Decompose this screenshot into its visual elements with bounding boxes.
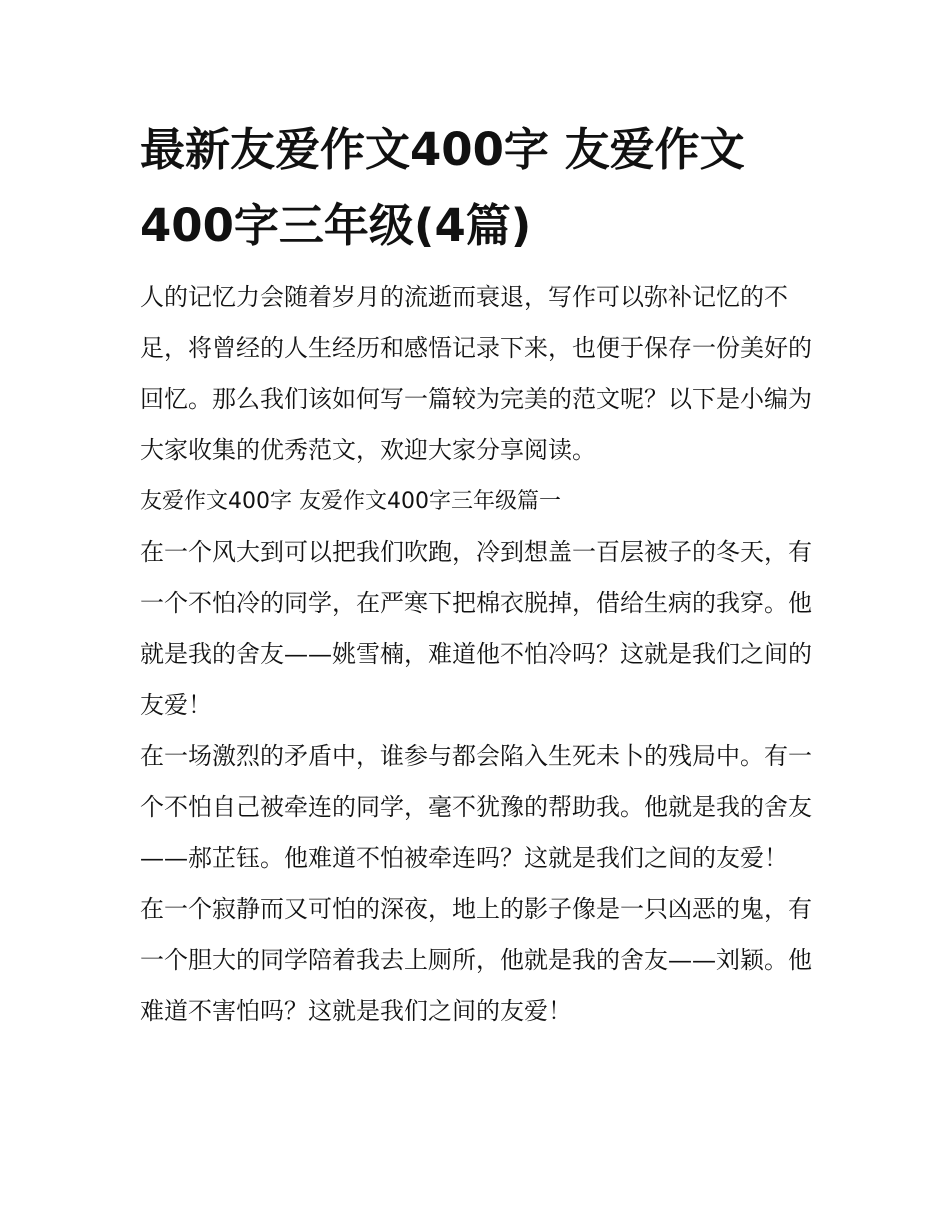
- document-content: [140, 112, 815, 1037]
- document-title: 最新友爱作文400字 友爱作文400字三年级(4篇): [140, 123, 745, 252]
- body-paragraph-2: 在一场激烈的矛盾中，谁参与都会陷入生死未卜的残局中。有一个不怕自己被牵连的同学，毫不犹豫的帮助我。他就是我的舍友——郝芷钰。他难道不怕被牵连吗？这就是我们之间的友爱！: [140, 742, 812, 872]
- intro-paragraph: 人的记忆力会随着岁月的流逝而衰退，写作可以弥补记忆的不足，将曾经的人生经历和感悟记录下来，也便于保存一份美好的回忆。那么我们该如何写一篇较为完美的范文呢？以下是小编为大家收集的优秀范文，欢迎大家分享阅读。: [140, 283, 812, 464]
- body-paragraph-3: 在一个寂静而又可怕的深夜，地上的影子像是一只凶恶的鬼，有一个胆大的同学陪着我去上厕所，他就是我的舍友——刘颖。他难道不害怕吗？这就是我们之间的友爱！: [140, 895, 812, 1025]
- body-paragraph-1: 在一个风大到可以把我们吹跑，冷到想盖一百层被子的冬天，有一个不怕冷的同学，在严寒下把棉衣脱掉，借给生病的我穿。他就是我的舍友——姚雪楠，难道他不怕冷吗？这就是我们之间的友爱！: [140, 538, 812, 719]
- section-heading: 友爱作文400字 友爱作文400字三年级篇一: [140, 489, 561, 514]
- document-body: [140, 272, 815, 1037]
